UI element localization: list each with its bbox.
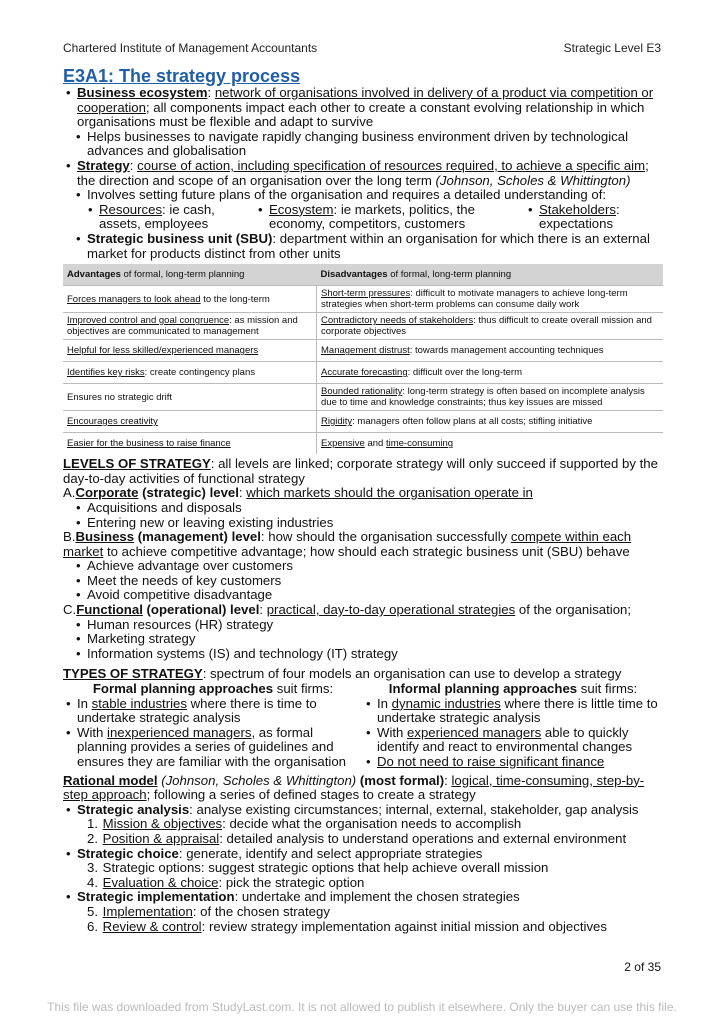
- levels-intro: LEVELS OF STRATEGY: all levels are linked; corporate strategy will only succeed if supported by the day-to-day activities of functional strategy: [63, 456, 658, 486]
- step-item: 1. Mission & objectives: decide what the organisation needs to accomplish: [87, 816, 522, 832]
- step-item: 5. Implementation: of the chosen strategy: [87, 903, 330, 919]
- table-row: Identifies key risks: create contingency plans Accurate forecasting: difficult over the long-term: [63, 362, 663, 384]
- page-header: [63, 41, 661, 55]
- list-item: • With inexperienced managers, as formal planning provides a series of guidelines and ensures they are familiar with the organisation: [63, 726, 363, 770]
- stakeholders-item: • Stakeholders: expectations: [525, 203, 663, 232]
- list-item: • In dynamic industries where there is little time to undertake strategic analysis: [363, 697, 663, 726]
- page-title: E3A1: The strategy process: [63, 66, 301, 86]
- list-item: • With experienced managers able to quickly identify and react to environmental changes: [363, 726, 663, 755]
- types-section: [63, 667, 663, 769]
- list-item: • Achieve advantage over customers: [73, 559, 663, 574]
- types-intro: TYPES OF STRATEGY: spectrum of four models an organisation can use to develop a strategy: [63, 666, 622, 682]
- planning-table: [63, 264, 663, 454]
- level-b: B.Business (management) level: how should the organisation successfully compete within each market to achieve competitive advantage; how should each strategic business unit (SBU) behave: [63, 529, 632, 559]
- table-row: Encourages creativity Rigidity: managers often follow plans at all costs; stifling initiative: [63, 411, 663, 433]
- ecosystem-item: • Ecosystem: ie markets, politics, the economy, competitors, customers: [255, 203, 525, 232]
- list-item: • Human resources (HR) strategy: [73, 618, 663, 633]
- rational-intro: Rational model (Johnson, Scholes & Whittington) (most formal): logical, time-consuming, step-by-step approach; following a series of defined stages to create a strategy: [63, 772, 645, 803]
- levels-section: [63, 457, 663, 661]
- rational-model-section: [63, 774, 663, 935]
- list-item: • Acquisitions and disposals: [73, 501, 663, 516]
- strategy-item: • Strategy: course of action, including specification of resources required, to achieve a specific aim; the direction and scope of an organisation over the long term (Johnson, Scholes & Whittington): [63, 159, 663, 188]
- advantages-header: Advantages of formal, long-term planning: [63, 264, 317, 286]
- business-ecosystem-sub: • Helps businesses to navigate rapidly changing business environment driven by technological advances and globalisation: [73, 130, 663, 159]
- header-left: Chartered Institute of Management Accountants: [63, 41, 318, 55]
- level-c: C.Functional (operational) level: practical, day-to-day operational strategies of the organisation;: [63, 602, 632, 618]
- strategic-analysis-item: • Strategic analysis: analyse existing circumstances; internal, external, stakeholder, gap analysis: [63, 803, 663, 818]
- list-item: • Avoid competitive disadvantage: [73, 588, 663, 603]
- table-row: Helpful for less skilled/experienced managers Management distrust: towards management accounting techniques: [63, 340, 663, 362]
- strategy-understanding-row: [85, 203, 663, 232]
- strategic-choice-item: • Strategic choice: generate, identify and select appropriate strategies: [63, 847, 663, 862]
- list-item: • Information systems (IS) and technology (IT) strategy: [73, 647, 663, 662]
- table-row: Improved control and goal congruence: as mission and objectives are communicated to management Contradictory needs of stakeholders: thus difficult to create overall mission and corporate objectives: [63, 313, 663, 340]
- step-item: 4. Evaluation & choice: pick the strategic option: [87, 874, 365, 890]
- header-right: Strategic Level E3: [563, 41, 661, 55]
- intro-list: [63, 86, 663, 203]
- strategy-sub: • Involves setting future plans of the organisation and requires a detailed understanding of:: [73, 188, 663, 203]
- list-item: • Do not need to raise significant finance: [363, 755, 663, 770]
- page-number: 2 of 35: [624, 960, 661, 974]
- resources-item: • Resources: ie cash, assets, employees: [85, 203, 255, 232]
- table-row: Ensures no strategic drift Bounded rationality: long-term strategy is often based on incomplete analysis due to time and knowledge constraints; thus key issues are missed: [63, 384, 663, 411]
- level-a: A.Corporate (strategic) level: which markets should the organisation operate in: [63, 485, 533, 501]
- download-notice: This file was downloaded from StudyLast.com. It is not allowed to publish it elsewhere. Only the buyer can use this file.: [47, 1000, 677, 1014]
- informal-column: Informal planning approaches suit firms: • In dynamic industries where there is little time to undertake strategic analysis • With experienced managers able to quickly identify and react to environmental changes • Do not need to raise significant finance: [363, 682, 663, 770]
- list-item: • Marketing strategy: [73, 632, 663, 647]
- formal-column: Formal planning approaches suit firms: • In stable industries where there is time to undertake strategic analysis • With inexperienced managers, as formal planning provides a series of guidelines and ensures they are familiar with the organisation: [63, 682, 363, 770]
- step-item: 3. Strategic options: suggest strategic options that help achieve overall mission: [87, 860, 549, 876]
- list-item: • Meet the needs of key customers: [73, 574, 663, 589]
- table-row: Forces managers to look ahead to the long-term Short-term pressures: difficult to motivate managers to achieve long-term strategies when short-term problems can consume daily work: [63, 286, 663, 313]
- list-item: • Entering new or leaving existing industries: [73, 516, 663, 531]
- table-row: Easier for the business to raise finance Expensive and time-consuming: [63, 433, 663, 455]
- step-item: 6. Review & control: review strategy implementation against initial mission and objectives: [87, 918, 607, 934]
- business-ecosystem-item: • Business ecosystem: network of organisations involved in delivery of a product via competition or cooperation; all components impact each other to create a constant evolving relationship in which organisations must be flexible and adapt to survive: [63, 86, 663, 130]
- disadvantages-header: Disadvantages of formal, long-term planning: [317, 264, 664, 286]
- sbu-item: • Strategic business unit (SBU): department within an organisation for which there is an external market for products distinct from other units: [73, 232, 663, 261]
- list-item: • In stable industries where there is time to undertake strategic analysis: [63, 697, 363, 726]
- page-content: [63, 66, 663, 934]
- step-item: 2. Position & appraisal: detailed analysis to understand operations and external environment: [87, 830, 627, 846]
- strategic-implementation-item: • Strategic implementation: undertake and implement the chosen strategies: [63, 890, 663, 905]
